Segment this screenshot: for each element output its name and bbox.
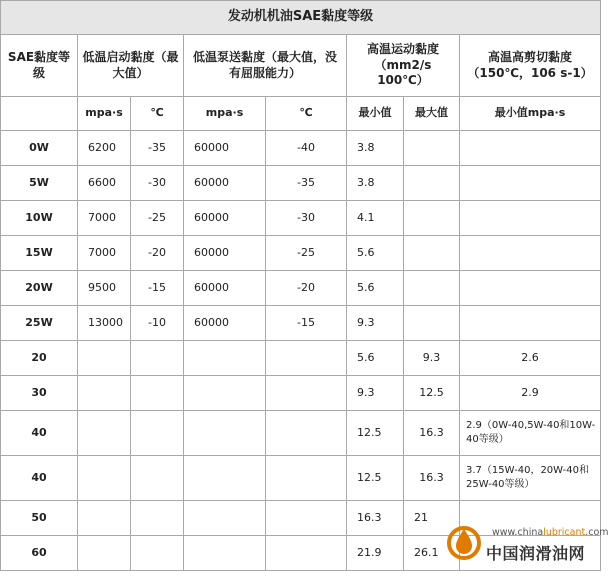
grade-cell: 40 <box>1 411 78 456</box>
pump-temp-cell: -35 <box>266 166 347 201</box>
hths-cell <box>460 201 601 236</box>
crank-temp-cell <box>131 456 184 501</box>
grade-cell: 0W <box>1 131 78 166</box>
kin-max-cell: 9.3 <box>404 341 460 376</box>
table-row <box>1 131 601 166</box>
pump-temp-cell: -30 <box>266 201 347 236</box>
pump-viscosity-cell <box>184 376 266 411</box>
kin-max-cell <box>404 306 460 341</box>
pump-viscosity-cell <box>184 501 266 536</box>
grade-cell: 25W <box>1 306 78 341</box>
pump-viscosity-cell <box>184 341 266 376</box>
crank-viscosity-cell <box>78 341 131 376</box>
crank-temp-cell: -10 <box>131 306 184 341</box>
crank-temp-cell <box>131 341 184 376</box>
hths-cell <box>460 271 601 306</box>
hths-cell: 3.7（15W-40，20W-40和25W-40等级） <box>460 456 601 501</box>
grade-cell: 50 <box>1 501 78 536</box>
pump-temp-cell <box>266 376 347 411</box>
hths-cell <box>460 501 601 536</box>
grade-cell: 5W <box>1 166 78 201</box>
kin-min-cell: 3.8 <box>347 131 404 166</box>
pump-viscosity-cell: 60000 <box>184 131 266 166</box>
hths-cell <box>460 236 601 271</box>
table-row <box>1 271 601 306</box>
kin-max-cell: 16.3 <box>404 456 460 501</box>
crank-viscosity-cell: 6600 <box>78 166 131 201</box>
subheader-hths-min: 最小值mpa·s <box>460 97 601 131</box>
hths-cell <box>460 536 601 571</box>
kin-max-cell: 12.5 <box>404 376 460 411</box>
pump-temp-cell <box>266 501 347 536</box>
pump-viscosity-cell: 60000 <box>184 201 266 236</box>
crank-temp-cell: -20 <box>131 236 184 271</box>
kin-min-cell: 4.1 <box>347 201 404 236</box>
header-sae-grade: SAE黏度等级 <box>1 35 78 97</box>
crank-temp-cell <box>131 376 184 411</box>
table-row <box>1 236 601 271</box>
hths-cell <box>460 306 601 341</box>
pump-viscosity-cell: 60000 <box>184 271 266 306</box>
table-row <box>1 411 601 456</box>
kin-max-cell: 21 <box>404 501 460 536</box>
crank-viscosity-cell: 7000 <box>78 201 131 236</box>
table-title: 发动机机油SAE黏度等级 <box>1 1 601 35</box>
grade-cell: 60 <box>1 536 78 571</box>
kin-min-cell: 3.8 <box>347 166 404 201</box>
kin-max-cell: 26.1 <box>404 536 460 571</box>
grade-cell: 15W <box>1 236 78 271</box>
header-hths: 高温高剪切黏度（150℃，106 s-1） <box>460 35 601 97</box>
subheader-kin-max: 最大值 <box>404 97 460 131</box>
pump-temp-cell <box>266 456 347 501</box>
hths-cell: 2.6 <box>460 341 601 376</box>
kin-max-cell <box>404 131 460 166</box>
subheader-crank-temp: ℃ <box>131 97 184 131</box>
pump-temp-cell <box>266 536 347 571</box>
subheader-crank-unit: mpa·s <box>78 97 131 131</box>
hths-cell: 2.9 <box>460 376 601 411</box>
grade-cell: 20 <box>1 341 78 376</box>
grade-cell: 40 <box>1 456 78 501</box>
grade-cell: 20W <box>1 271 78 306</box>
pump-temp-cell: -20 <box>266 271 347 306</box>
subheader-pump-unit: mpa·s <box>184 97 266 131</box>
kin-min-cell: 9.3 <box>347 376 404 411</box>
pump-temp-cell: -15 <box>266 306 347 341</box>
crank-viscosity-cell <box>78 456 131 501</box>
pump-temp-cell: -40 <box>266 131 347 166</box>
pump-viscosity-cell <box>184 536 266 571</box>
hths-cell <box>460 131 601 166</box>
header-low-temp-crank: 低温启动黏度（最大值） <box>78 35 184 97</box>
crank-viscosity-cell: 9500 <box>78 271 131 306</box>
crank-viscosity-cell: 13000 <box>78 306 131 341</box>
table-row <box>1 536 601 571</box>
kin-min-cell: 9.3 <box>347 306 404 341</box>
table-row <box>1 341 601 376</box>
crank-viscosity-cell: 6200 <box>78 131 131 166</box>
subheader-pump-temp: ℃ <box>266 97 347 131</box>
crank-temp-cell: -35 <box>131 131 184 166</box>
table-row <box>1 501 601 536</box>
watermark-url: www.chinalubricant.com <box>492 527 609 538</box>
table-row <box>1 166 601 201</box>
kin-max-cell <box>404 271 460 306</box>
crank-temp-cell <box>131 536 184 571</box>
pump-viscosity-cell <box>184 456 266 501</box>
watermark-site-name: 中国润滑油网 <box>486 544 586 563</box>
pump-temp-cell <box>266 341 347 376</box>
table-row <box>1 306 601 341</box>
grade-cell: 10W <box>1 201 78 236</box>
pump-viscosity-cell <box>184 411 266 456</box>
crank-viscosity-cell <box>78 411 131 456</box>
pump-temp-cell <box>266 411 347 456</box>
subheader-kin-min: 最小值 <box>347 97 404 131</box>
crank-temp-cell: -25 <box>131 201 184 236</box>
kin-min-cell: 12.5 <box>347 411 404 456</box>
crank-viscosity-cell <box>78 536 131 571</box>
pump-viscosity-cell: 60000 <box>184 306 266 341</box>
crank-temp-cell: -30 <box>131 166 184 201</box>
hths-cell <box>460 166 601 201</box>
kin-min-cell: 16.3 <box>347 501 404 536</box>
table-row <box>1 456 601 501</box>
crank-viscosity-cell: 7000 <box>78 236 131 271</box>
hths-cell: 2.9（0W-40,5W-40和10W-40等级） <box>460 411 601 456</box>
kin-max-cell: 16.3 <box>404 411 460 456</box>
kin-min-cell: 12.5 <box>347 456 404 501</box>
crank-temp-cell: -15 <box>131 271 184 306</box>
kin-min-cell: 5.6 <box>347 236 404 271</box>
crank-viscosity-cell <box>78 501 131 536</box>
pump-temp-cell: -25 <box>266 236 347 271</box>
grade-cell: 30 <box>1 376 78 411</box>
table-row <box>1 376 601 411</box>
kin-max-cell <box>404 166 460 201</box>
kin-max-cell <box>404 236 460 271</box>
header-high-temp-kinematic: 高温运动黏度（mm2/s 100℃） <box>347 35 460 97</box>
crank-temp-cell <box>131 411 184 456</box>
kin-max-cell <box>404 201 460 236</box>
subheader-empty <box>1 97 78 131</box>
kin-min-cell: 5.6 <box>347 271 404 306</box>
table-row <box>1 201 601 236</box>
pump-viscosity-cell: 60000 <box>184 236 266 271</box>
crank-viscosity-cell <box>78 376 131 411</box>
crank-temp-cell <box>131 501 184 536</box>
pump-viscosity-cell: 60000 <box>184 166 266 201</box>
header-low-temp-pump: 低温泵送黏度（最大值，没有屈服能力） <box>184 35 347 97</box>
kin-min-cell: 5.6 <box>347 341 404 376</box>
kin-min-cell: 21.9 <box>347 536 404 571</box>
